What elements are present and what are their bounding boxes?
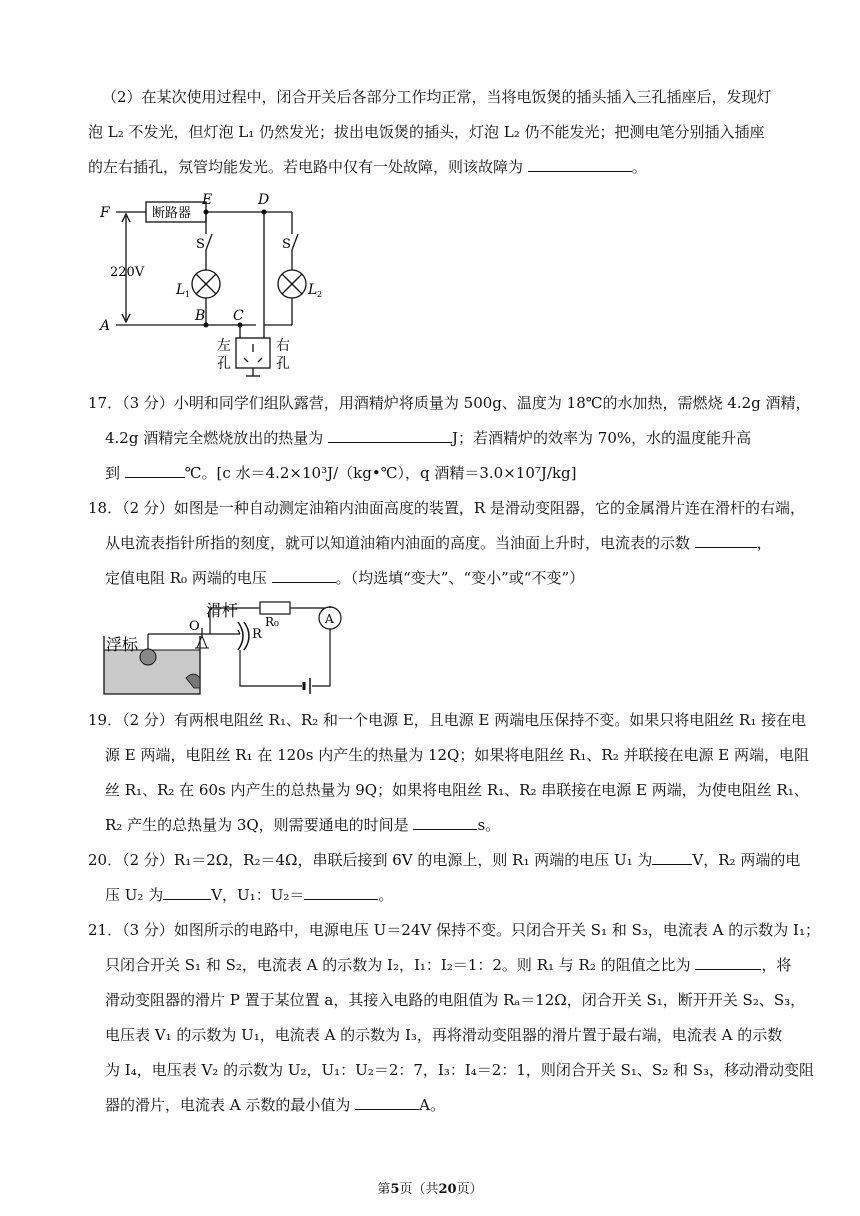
q16-line-3 [88,150,785,185]
answer-blank [528,157,632,172]
answer-blank [695,955,761,970]
answer-blank [355,1095,419,1110]
footer-suffix: 页） [456,1182,483,1197]
q17-line-2-end: J；若酒精炉的效率为 70%，水的温度能升高 [452,429,752,447]
page-total: 20 [438,1182,457,1197]
q17-line-2-text: 4.2g 酒精完全燃烧放出的热量为 [105,429,328,447]
label-A: A [100,318,111,334]
answer-blank [652,850,692,865]
voltage-label: 220V [110,265,145,280]
left-hole-label-2: 孔 [217,356,231,372]
page-footer [0,1178,860,1197]
answer-blank [125,463,185,478]
label-B: B [195,308,206,324]
pivot-label-O: O [189,619,200,634]
answer-blank [163,885,211,900]
page-number: 5 [390,1182,400,1197]
q17-line-2 [105,421,788,456]
q18-line-3 [105,561,788,596]
q17-line-3-text: 到 [105,464,125,482]
q18-line-2-end: ， [756,534,772,552]
lever-label: 滑杆 [206,601,239,620]
q17-line-1: 17．（3 分）小明和同学们组队露营，用酒精炉将质量为 500g、温度为 18℃的水加热，需燃烧 4.2g 酒精， [88,394,811,412]
q16-line-1: （2）在某次使用过程中，闭合开关后各部分工作均正常，当将电饭煲的插头插入三孔插座后，发现灯 [102,88,772,106]
answer-blank [413,815,477,830]
resistor-label-R0: R₀ [265,615,279,629]
q19-line-3: 丝 R₁、R₂ 在 60s 内产生的总热量为 9Q；如果将电阻丝 R₁、R₂ 串联接在电源 E 两端，为使电阻丝 R₁、 [105,781,809,799]
answer-blank [328,428,452,443]
q18-line-2-text: 从电流表指针所指的刻度，就可以知道油箱内油面的高度。当油面上升时，电流表的示数 [105,534,695,552]
q21-line-2 [105,948,792,983]
label-C: C [233,308,244,324]
q18-line-2 [105,526,788,561]
q17-line-3-end: ℃。[c 水＝4.2×10³J/（kg•℃），q 酒精＝3.0×10⁷J/kg] [184,464,577,482]
q21-line-1: 21．（3 分）如图所示的电路中，电源电压 U＝24V 保持不变。只闭合开关 S₁ 和 S₃，电流表 A 的示数为 I₁； [88,921,820,939]
q21-line-2-end: ，将 [761,956,792,974]
question-18 [88,491,805,596]
q21-line-6-end: A。 [419,1096,445,1114]
q16-line-3-end: 。 [631,158,647,176]
answer-blank [695,533,757,548]
lamp-label-L1-sub: 1 [185,290,191,299]
q19-line-4-end: s。 [477,816,501,834]
q20-line-1-end: V，R₂ 两端的电 [692,851,801,869]
q17-line-3 [105,456,788,491]
q21-line-2-text: 只闭合开关 S₁ 和 S₂，电流表 A 的示数为 I₂，I₁：I₂＝1：2。则 R₁ 与 R₂ 的阻值之比为 [105,956,696,974]
question-20 [88,843,801,913]
question-17 [88,386,811,491]
answer-blank [272,568,336,583]
footer-prefix: 第 [377,1182,391,1197]
label-F: F [100,205,110,221]
q21-line-6 [105,1088,788,1123]
q19-line-4 [105,808,788,843]
q21-line-4: 电压表 V₁ 的示数为 U₁，电流表 A 的示数为 I₃，再将滑动变阻器的滑片置于最右端，电流表 A 的示数 [105,1026,783,1044]
q19-line-4-text: R₂ 产生的总热量为 3Q，则需要通电的时间是 [105,816,414,834]
breaker-label: 断路器 [152,206,192,221]
label-D: D [258,192,270,208]
left-hole-label-1: 左 [217,338,231,354]
q16-line-2: 泡 L₂ 不发光，但灯泡 L₁ 仍然发光；拔出电饭煲的插头，灯泡 L₂ 仍不能发光；把测电笔分别插入插座 [88,123,765,141]
switch-label-2: S [282,237,291,252]
q21-line-6-text: 器的滑片，电流表 A 示数的最小值为 [105,1096,356,1114]
oil-level-gauge-diagram [100,592,360,700]
q20-line-2-mid: V，U₁：U₂＝ [211,886,305,904]
q20-line-1-text: 20．（2 分）R₁＝2Ω，R₂＝4Ω，串联后接到 6V 的电源上，则 R₁ 两端的电压 U₁ 为 [88,851,653,869]
q18-line-1: 18．（2 分）如图是一种自动测定油箱内油面高度的装置，R 是滑动变阻器，它的金属滑片连在滑杆的右端， [88,499,805,517]
q19-line-1: 19．（2 分）有两根电阻丝 R₁、R₂ 和一个电源 E，且电源 E 两端电压保持不变。如果只将电阻丝 R₁ 接在电 [88,711,807,729]
household-circuit-diagram [96,186,336,382]
rheostat-label-R: R [252,627,262,642]
q19-line-2: 源 E 两端，电阻丝 R₁ 在 120s 内产生的热量为 12Q；如果将电阻丝 R₁、R₂ 并联接在电源 E 两端，电阻 [105,746,809,764]
ammeter-label: A [325,612,334,626]
q18-line-3-end: 。（均选填“变大”、“变小”或“不变”） [335,569,585,587]
q16-line-3-text: 的左右插孔，氖管均能发光。若电路中仅有一处故障，则该故障为 [88,158,528,176]
answer-blank [304,885,378,900]
switch-label-1: S [196,237,205,252]
q20-line-2-text: 压 U₂ 为 [105,886,164,904]
q20-line-2-end: 。 [378,886,394,904]
lamp-label-L1: L [176,282,186,298]
lamp-label-L2-sub: 2 [317,290,323,299]
q21-line-5: 为 I₄，电压表 V₂ 的示数为 U₂，U₁：U₂＝2：7，I₃：I₄＝2：1，则闭合开关 S₁、S₂ 和 S₃，移动滑动变阻 [105,1061,815,1079]
q21-line-3: 滑动变阻器的滑片 P 置于某位置 a，其接入电路的电阻值为 Rₐ＝12Ω，闭合开关 S₁，断开开关 S₂、S₃， [105,991,806,1009]
label-E: E [202,192,213,208]
q18-line-3-text: 定值电阻 R₀ 两端的电压 [105,569,272,587]
question-16-part-2 [88,80,785,185]
float-label: 浮标 [106,635,139,654]
footer-middle: 页（共 [399,1182,439,1197]
question-21 [88,913,820,1123]
lamp-label-L2: L [308,282,318,298]
q20-line-1 [88,843,801,878]
right-hole-label-2: 孔 [276,356,290,372]
right-hole-label-1: 右 [276,338,290,354]
q20-line-2 [105,878,788,913]
question-19 [88,703,809,843]
